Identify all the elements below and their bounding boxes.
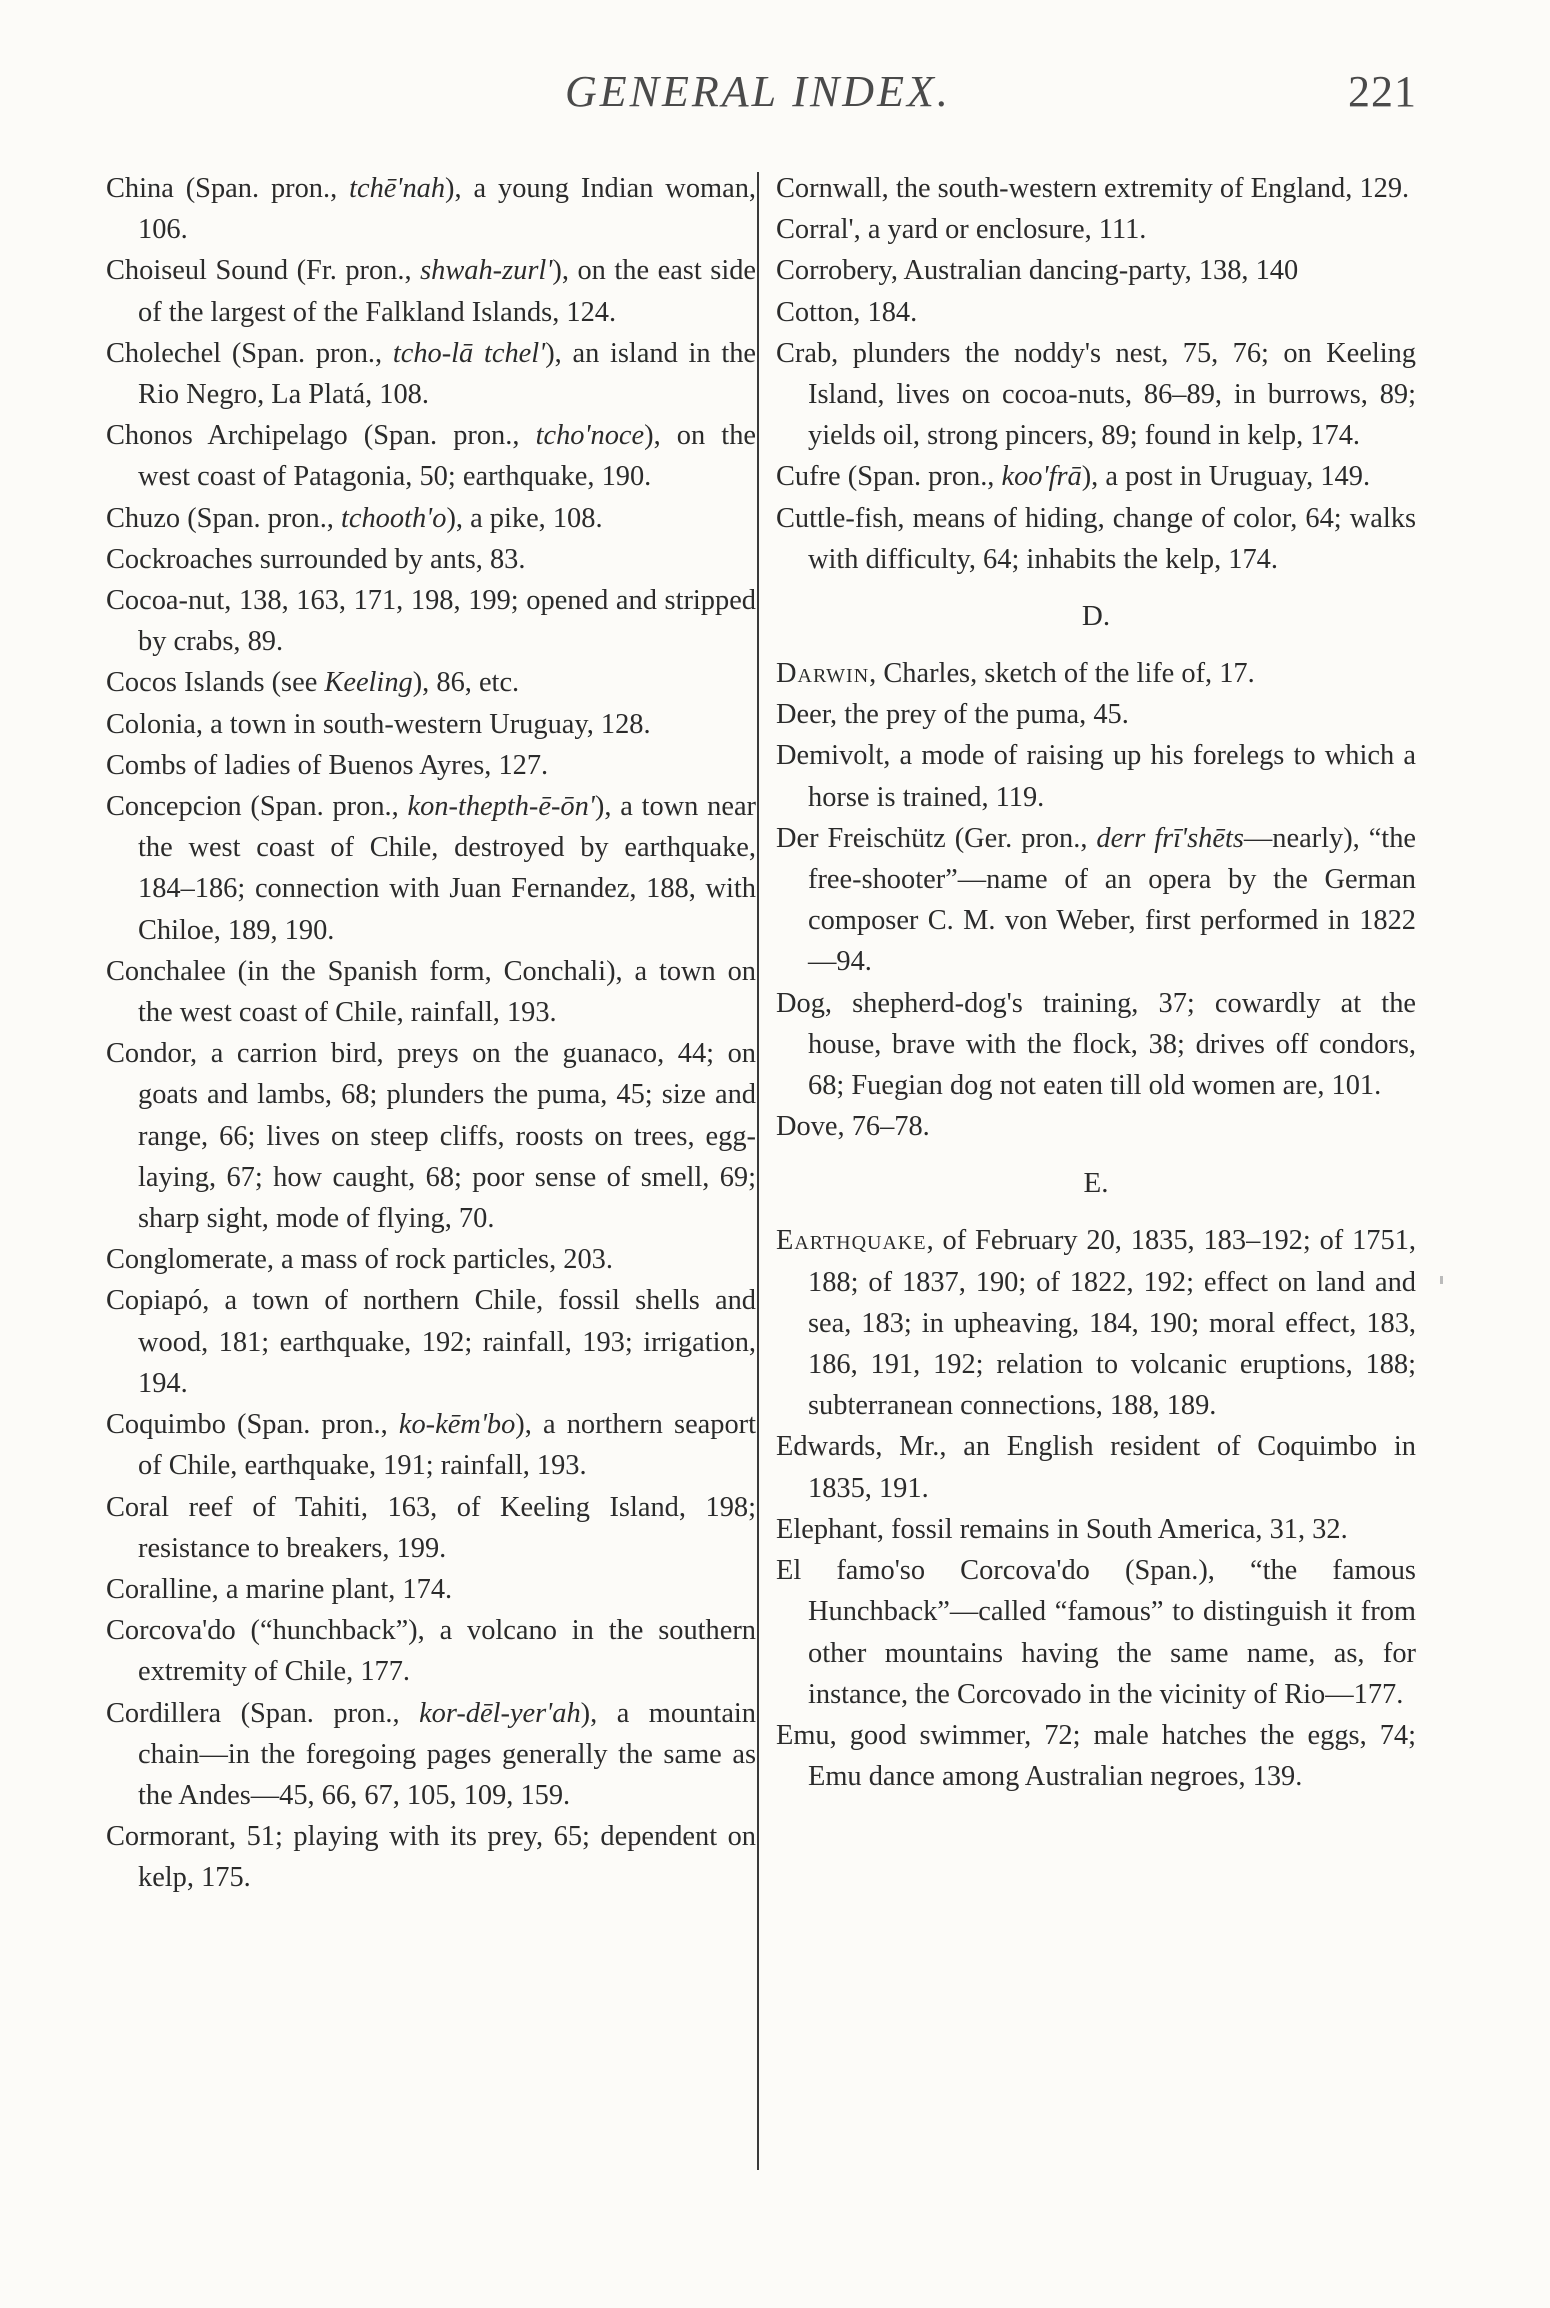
entry-pronunciation: tcho'noce: [535, 420, 645, 452]
page-number: 221: [1348, 67, 1417, 116]
entries-c-continued: [776, 168, 1416, 580]
entry-text: , Charles, sketch of the life of, 17.: [869, 658, 1255, 690]
paper-speck: [1440, 1276, 1443, 1284]
index-entry: [776, 1509, 1416, 1550]
column-divider: [757, 172, 759, 2170]
entry-text: ), 86, etc.: [412, 667, 520, 699]
index-entry: [106, 539, 756, 580]
index-entry: [776, 456, 1416, 497]
entry-pronunciation: ko-kēm'bo: [398, 1409, 516, 1441]
entry-headword: Darwin: [776, 658, 870, 690]
entry-text: Cordillera (Span. pron.,: [106, 1697, 420, 1729]
entry-text: ), a pike, 108.: [446, 502, 603, 534]
entry-text: Demivolt, a mode of raising up his forelegs to which a horse is trained, 119.: [776, 740, 1416, 813]
entry-text: Deer, the prey of the puma, 45.: [776, 699, 1129, 731]
entry-pronunciation: Keeling: [324, 667, 413, 699]
index-entry: [776, 1715, 1416, 1797]
index-entry: [106, 662, 756, 703]
entry-text: ), a mountain chain—in the foregoing pages generally the same as the Andes—45, 66, 67, 105, 109, 159.: [138, 1697, 756, 1811]
index-entry: [106, 1239, 756, 1280]
entry-text: Corral', a yard or enclosure, 111.: [776, 214, 1147, 246]
entry-text: China (Span. pron.,: [106, 173, 350, 204]
entry-text: ), a northern seaport of Chile, earthquake, 191; rainfall, 193.: [138, 1409, 756, 1482]
entry-text: ), on the west coast of Patagonia, 50; earthquake, 190.: [138, 420, 756, 493]
index-entry: [106, 250, 756, 332]
entry-pronunciation: derr frī'shēts: [1096, 822, 1244, 854]
index-entry: [106, 1569, 756, 1610]
entry-text: El famo'so Corcova'do (Span.), “the famous Hunchback”—called “famous” to distinguish it from other mountains having the same name, as, for instance, the Corcovado in the vicinity of Rio—177.: [776, 1555, 1416, 1710]
entry-text: Cocoa-nut, 138, 163, 171, 198, 199; opened and stripped by crabs, 89.: [106, 585, 756, 658]
index-entry: [776, 735, 1416, 817]
index-entry: [776, 694, 1416, 735]
entry-text: Cockroaches surrounded by ants, 83.: [106, 543, 526, 575]
entry-text: Colonia, a town in south-western Uruguay, 128.: [106, 708, 651, 740]
entry-text: Cornwall, the south-western extremity of England, 129.: [776, 173, 1410, 204]
index-entry: [776, 168, 1416, 209]
entry-text: Choiseul Sound (Fr. pron.,: [106, 255, 421, 287]
entry-pronunciation: tchē'nah: [349, 173, 446, 204]
entry-text: Dove, 76–78.: [776, 1111, 930, 1143]
entry-pronunciation: kor-dēl-yer'ah: [419, 1697, 581, 1729]
index-entry: [776, 1426, 1416, 1508]
entry-text: ), a town near the west coast of Chile, destroyed by earthquake, 184–186; connection with Juan Fernandez, 188, with Chiloe, 189, 190.: [138, 791, 756, 946]
entry-text: Cholechel (Span. pron.,: [106, 337, 393, 369]
entry-text: Combs of ladies of Buenos Ayres, 127.: [106, 749, 549, 781]
entry-text: Dog, shepherd-dog's training, 37; cowardly at the house, brave with the flock, 38; drives off condors, 68; Fuegian dog not eaten till old women are, 101.: [776, 987, 1416, 1102]
entry-pronunciation: tchooth'o: [341, 502, 447, 534]
entry-text: Edwards, Mr., an English resident of Coquimbo in 1835, 191.: [776, 1431, 1416, 1504]
entry-text: Coral reef of Tahiti, 163, of Keeling Island, 198; resistance to breakers, 199.: [106, 1491, 756, 1564]
entry-text: Conchalee (in the Spanish form, Conchali), a town on the west coast of Chile, rainfall, 193.: [106, 955, 756, 1029]
index-entry: [106, 745, 756, 786]
entry-text: ), on the east side of the largest of the Falkland Islands, 124.: [138, 255, 757, 328]
entry-text: Concepcion (Span. pron.,: [106, 791, 408, 823]
index-entry: [106, 168, 756, 250]
entry-text: Cotton, 184.: [776, 296, 918, 328]
entry-text: Chonos Archipelago (Span. pron.,: [106, 420, 536, 452]
section-heading-d: D.: [1081, 600, 1111, 633]
right-column: [776, 168, 1416, 1797]
entry-text: Corrobery, Australian dancing-party, 138, 140: [776, 255, 1299, 287]
entry-pronunciation: shwah-zurl': [420, 255, 553, 287]
index-entry: [106, 333, 756, 415]
entry-text: ), a post in Uruguay, 149.: [1081, 461, 1371, 493]
index-entry: [776, 292, 1416, 333]
entry-text: Copiapó, a town of northern Chile, fossil shells and wood, 181; earthquake, 192; rainfall, 193; irrigation, 194.: [106, 1285, 756, 1399]
entry-headword: Earthquake: [776, 1225, 927, 1257]
index-entry: [106, 1487, 756, 1569]
page-header: [0, 66, 1550, 126]
index-entry: [106, 1033, 756, 1239]
entry-text: Chuzo (Span. pron.,: [106, 502, 341, 534]
index-entry: [776, 818, 1416, 983]
entry-pronunciation: kon-thepth-ē-ōn': [407, 791, 595, 823]
entry-pronunciation: koo'frā: [1001, 461, 1082, 493]
entry-text: Cufre (Span. pron.,: [776, 461, 1002, 493]
index-entry: [106, 1610, 756, 1692]
entry-text: Coquimbo (Span. pron.,: [106, 1409, 399, 1441]
left-column: [106, 168, 756, 1899]
entry-text: Conglomerate, a mass of rock particles, 203.: [106, 1244, 613, 1276]
entry-text: ), a young Indian woman, 106.: [138, 173, 756, 246]
index-entry: [776, 209, 1416, 250]
index-entry: [776, 653, 1416, 694]
entry-text: Coralline, a marine plant, 174.: [106, 1573, 453, 1605]
index-entry: [106, 1404, 756, 1486]
running-title: GENERAL INDEX.: [565, 67, 951, 116]
index-entry: [776, 250, 1416, 291]
entry-text: Condor, a carrion bird, preys on the guanaco, 44; on goats and lambs, 68; plunders the puma, 45; size and range, 66; lives on steep cliffs, roosts on trees, egg-laying, 67; how caught, 68; poor sense of smell, 69; sharp sight, mode of flying, 70.: [106, 1038, 756, 1235]
entries-d: [776, 653, 1416, 1147]
index-entry: [776, 1106, 1416, 1147]
entries-e: [776, 1220, 1416, 1797]
entry-text: Corcova'do (“hunchback”), a volcano in the southern extremity of Chile, 177.: [106, 1615, 756, 1688]
entry-text: Cormorant, 51; playing with its prey, 65; dependent on kelp, 175.: [106, 1821, 756, 1894]
index-entry: [776, 498, 1416, 580]
index-entry: [106, 1693, 756, 1817]
section-heading-e: E.: [1083, 1167, 1109, 1200]
index-entry: [106, 1816, 756, 1898]
entry-text: Emu, good swimmer, 72; male hatches the eggs, 74; Emu dance among Australian negroes, 139.: [776, 1719, 1416, 1793]
entry-text: Cuttle-fish, means of hiding, change of color, 64; walks with difficulty, 64; inhabits the kelp, 174.: [776, 502, 1416, 575]
entry-pronunciation: tcho-lā tchel': [392, 337, 546, 369]
entry-text: Cocos Islands (see: [106, 667, 325, 699]
entry-text: Elephant, fossil remains in South America, 31, 32.: [776, 1513, 1348, 1545]
index-entry: [776, 1550, 1416, 1715]
index-entry: [776, 1220, 1416, 1426]
entry-text: Der Freischütz (Ger. pron.,: [776, 822, 1097, 854]
index-entry: [106, 415, 756, 497]
index-entry: [106, 786, 756, 951]
index-entry: [106, 704, 756, 745]
index-entry: [776, 333, 1416, 457]
entry-text: Crab, plunders the noddy's nest, 75, 76; on Keeling Island, lives on cocoa-nuts, 86–89, in burrows, 89; yields oil, strong pincers, 89; found in kelp, 174.: [776, 337, 1416, 452]
entry-text: —nearly), “the free-shooter”—name of an opera by the German composer C. M. von Weber, first performed in 1822—94.: [808, 822, 1416, 978]
index-entry: [106, 951, 756, 1033]
index-entry: [776, 983, 1416, 1107]
index-entry: [106, 1280, 756, 1404]
entry-text: , of February 20, 1835, 183–192; of 1751, 188; of 1837, 190; of 1822, 192; effect on land and sea, 183; in upheaving, 184, 190; moral effect, 183, 186, 191, 192; relation to volcanic eruptions, 188; subterranean connections, 188, 189.: [808, 1225, 1416, 1422]
index-entry: [106, 580, 756, 662]
index-entry: [106, 498, 756, 539]
entry-text: ), an island in the Rio Negro, La Platá, 108.: [138, 337, 757, 411]
